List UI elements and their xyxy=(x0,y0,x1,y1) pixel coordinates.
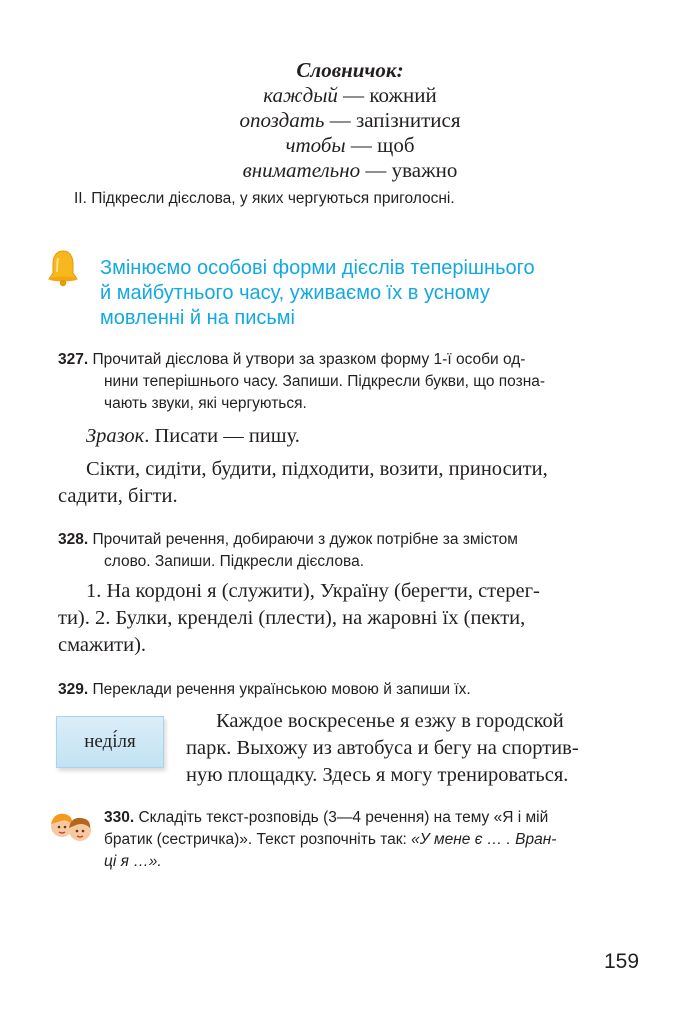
exercise-327-sample xyxy=(86,423,300,450)
vocabulary-entry xyxy=(0,108,700,133)
russian-word: опоздать xyxy=(239,108,325,132)
sample-text: . Писати — пишу. xyxy=(144,425,300,447)
exercise-327-instruction xyxy=(58,349,638,415)
instruction-italic: «У мене є … . Вран- xyxy=(411,831,557,848)
ukrainian-word: — уважно xyxy=(360,158,458,182)
instruction-line: чають звуки, які чергуються. xyxy=(104,395,307,412)
ukrainian-word: — щоб xyxy=(345,133,415,157)
vocabulary-entry xyxy=(0,133,700,158)
russian-word: каждый xyxy=(263,83,338,107)
vocabulary-entry xyxy=(0,83,700,108)
topic-heading xyxy=(100,256,620,331)
exercise-328-instruction xyxy=(58,529,638,573)
exercise-number: 328. xyxy=(58,531,89,548)
exercise-327-words xyxy=(58,456,646,510)
vocabulary-block xyxy=(0,58,700,183)
exercise-330-instruction xyxy=(104,807,644,873)
text-line: ти). 2. Булки, кренделі (плести), на жаровні їх (пекти, xyxy=(58,607,526,629)
exercise-329-text xyxy=(186,708,646,789)
text-line: ную площадку. Здесь я могу тренироваться. xyxy=(186,764,569,786)
word-card xyxy=(56,716,164,768)
topic-line: мовленні й на письмі xyxy=(100,307,295,329)
words-line: садити, бігти. xyxy=(58,485,178,507)
exercise-number: 327. xyxy=(58,351,89,368)
ukrainian-word: — кожний xyxy=(337,83,437,107)
instruction-line: Складіть текст-розповідь (3—4 речення) на тему «Я і мій xyxy=(134,809,549,826)
exercise-number: 330. xyxy=(104,809,135,826)
ukrainian-word: — запізнитися xyxy=(324,108,461,132)
russian-word: внимательно xyxy=(242,158,361,182)
children-icon xyxy=(46,806,96,846)
instruction-line: Прочитай дієслова й утвори за зразком форму 1-ї особи од- xyxy=(92,351,526,368)
instruction-line: слово. Запиши. Підкресли дієслова. xyxy=(104,553,365,570)
instruction-line: нини теперішнього часу. Запиши. Підкресли букви, що позна- xyxy=(104,373,546,390)
vocabulary-title: Словничок: xyxy=(296,58,404,82)
topic-line: Змінюємо особові форми дієслів теперішнього xyxy=(100,257,535,279)
text-line: 1. На кордоні я (служити), Україну (берегти, стерег- xyxy=(86,580,540,602)
exercise-number: 329. xyxy=(58,681,89,698)
exercise-329-instruction xyxy=(58,679,638,701)
russian-word: чтобы xyxy=(285,133,346,157)
page-number: 159 xyxy=(604,950,640,973)
text-line: парк. Выхожу из автобуса и бегу на спортив- xyxy=(186,737,579,759)
instruction-line: Прочитай речення, добираючи з дужок потрібне за змістом xyxy=(92,531,518,548)
sample-label: Зразок xyxy=(86,425,145,447)
instruction-italic: ці я …». xyxy=(104,853,162,870)
instruction-line: братик (сестричка)». Текст розпочніть так: xyxy=(104,831,412,848)
exercise-328-text xyxy=(58,578,648,659)
text-line: Каждое воскресенье я езжу в городской xyxy=(216,710,564,732)
text-line: смажити). xyxy=(58,634,147,656)
instruction-line: Переклади речення українською мовою й запиши їх. xyxy=(92,681,471,698)
bell-icon xyxy=(46,248,80,288)
topic-line: й майбутнього часу, уживаємо їх в усному xyxy=(100,282,490,304)
words-line: Сікти, сидіти, будити, підходити, возити, приносити, xyxy=(86,458,548,480)
word-card-text: неді́ля xyxy=(84,731,136,752)
vocabulary-entry xyxy=(0,158,700,183)
task-ii-instruction: II. Підкресли дієслова, у яких чергуються приголосні. xyxy=(74,190,455,207)
